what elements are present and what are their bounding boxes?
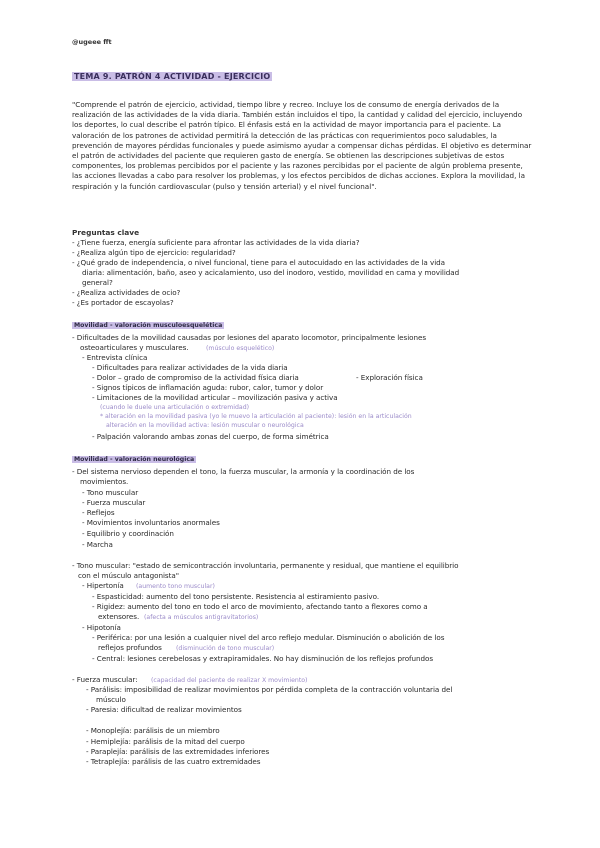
text-line: con el músculo antagonista": [78, 571, 179, 580]
text-line: - Periférica: por una lesión a cualquier nivel del arco reflejo medular. Disminución o abolición de los: [92, 633, 445, 642]
text-line: extensores.: [98, 612, 140, 621]
text-line: osteoarticulares y musculares.: [80, 343, 189, 352]
text-line: - Tono muscular: "estado de semicontracción involuntaria, permanente y residual, que mantiene el equilibrio: [72, 561, 459, 570]
text-line: - Marcha: [82, 540, 113, 549]
pregunta-line: - ¿Realiza algún tipo de ejercicio: regularidad?: [72, 248, 236, 257]
text-line: - Reflejos: [82, 508, 115, 517]
pregunta-line: - ¿Realiza actividades de ocio?: [72, 288, 181, 297]
text-line: - Tono muscular: [82, 488, 139, 497]
pregunta-line: general?: [82, 278, 113, 287]
text-line: - Paraplejía: parálisis de las extremidades inferiores: [86, 747, 270, 756]
annotation: * alteración en la movilidad pasiva (yo le muevo la articulación al paciente): lesión en la articulación: [100, 413, 412, 420]
text-line: - Monoplejía: parálisis de un miembro: [86, 726, 220, 735]
annotation: alteración en la movilidad activa: lesión muscular o neurológica: [106, 422, 304, 429]
text-line: - Palpación valorando ambas zonas del cuerpo, de forma simétrica: [92, 432, 329, 441]
text-line: - Tetraplejía: parálisis de las cuatro extremidades: [86, 757, 261, 766]
section-heading-musculoesqueletica: Movilidad - valoración musculoesquelética: [74, 322, 223, 329]
text-line: - Dolor – grado de compromiso de la actividad física diaria: [92, 373, 299, 382]
pregunta-line: - ¿Tiene fuerza, energía suficiente para afrontar las actividades de la vida diaria?: [72, 238, 360, 247]
text-line: movimientos.: [80, 477, 129, 486]
text-line: músculo: [96, 695, 126, 704]
annotation: (afecta a músculos antigravitatorios): [144, 614, 259, 621]
text-line: - Parálisis: imposibilidad de realizar movimientos por pérdida completa de la contracción voluntaria del: [86, 685, 453, 694]
text-line: - Dificultades de la movilidad causadas por lesiones del aparato locomotor, principalmente lesiones: [72, 333, 427, 342]
text-line: - Fuerza muscular:: [72, 675, 138, 684]
pregunta-line: diaria: alimentación, baño, aseo y acicalamiento, uso del inodoro, vestido, movilidad en cama y movilidad: [82, 268, 460, 277]
annotation: (capacidad del paciente de realizar X movimiento): [151, 677, 308, 684]
pregunta-line: - ¿Es portador de escayolas?: [72, 298, 174, 307]
text-line: - Fuerza muscular: [82, 498, 146, 507]
brand-handle: @ugeee fft: [72, 38, 112, 46]
text-line: - Signos típicos de inflamación aguda: rubor, calor, tumor y dolor: [92, 383, 324, 392]
text-line: - Paresia: dificultad de realizar movimientos: [86, 705, 242, 714]
text-line: - Movimientos involuntarios anormales: [82, 518, 220, 527]
preguntas-heading: Preguntas clave: [72, 228, 140, 237]
text-line: - Limitaciones de la movilidad articular – movilización pasiva y activa: [92, 393, 338, 402]
section-heading-neurologica: Movilidad - valoración neurológica: [74, 456, 195, 463]
annotation: (músculo esquelético): [206, 345, 275, 352]
text-line: - Espasticidad: aumento del tono persistente. Resistencia al estiramiento pasivo.: [92, 592, 380, 601]
text-line: - Entrevista clínica: [82, 353, 148, 362]
text-line: - Hipertonía: [82, 581, 124, 590]
annotation: (aumento tono muscular): [136, 583, 215, 590]
pregunta-line: - ¿Qué grado de independencia, o nivel funcional, tiene para el autocuidado en las actividades de la vida: [72, 258, 446, 267]
text-line: - Exploración física: [356, 373, 423, 382]
text-line: - Equilibrio y coordinación: [82, 529, 174, 538]
text-line: - Hipotonía: [82, 623, 121, 632]
text-line: - Dificultades para realizar actividades de la vida diaria: [92, 363, 288, 372]
annotation: (cuando le duele una articulación o extremidad): [100, 404, 250, 411]
text-line: reflejos profundos: [98, 643, 162, 652]
text-line: - Rigidez: aumento del tono en todo el arco de movimiento, afectando tanto a flexores como a: [92, 602, 428, 611]
page-title: TEMA 9. PATRÓN 4 ACTIVIDAD - EJERCICIO: [74, 72, 271, 81]
intro-paragraph: "Comprende el patrón de ejercicio, actividad, tiempo libre y recreo. Incluye los de consumo de energía derivados de la realización de las actividades de la vida diaria. También están incluidos el tipo, la cantidad y calidad del ejercicio, incluyendo los deportes, lo cual describe el patrón típico. El énfasis está en la actividad de mayor importancia para el paciente. La valoración de los patrones de actividad permitirá la detección de las prácticas con requerimientos poco saludables, la prevención de mayores pérdidas funcionales y puede asimismo ayudar a compensar dichas pérdidas. El objetivo es determinar el patrón de actividades del paciente que requieren gasto de energía. Se obtienen las descripciones subjetivas de estos componentes, los problemas percibidos por el paciente y las razones percibidas por el paciente de algún problema presente, las acciones llevadas a cabo para resolver los problemas, y los efectos percibidos de dichas acciones. Explora la movilidad, la respiración y la función cardiovascular (pulso y tensión arterial) y el nivel funcional".: [72, 100, 532, 191]
text-line: - Del sistema nervioso dependen el tono, la fuerza muscular, la armonía y la coordinación de los: [72, 467, 415, 476]
text-line: - Central: lesiones cerebelosas y extrapiramidales. No hay disminución de los reflejos profundos: [92, 654, 434, 663]
text-line: - Hemiplejía: parálisis de la mitad del cuerpo: [86, 737, 245, 746]
annotation: (disminución de tono muscular): [176, 645, 275, 652]
